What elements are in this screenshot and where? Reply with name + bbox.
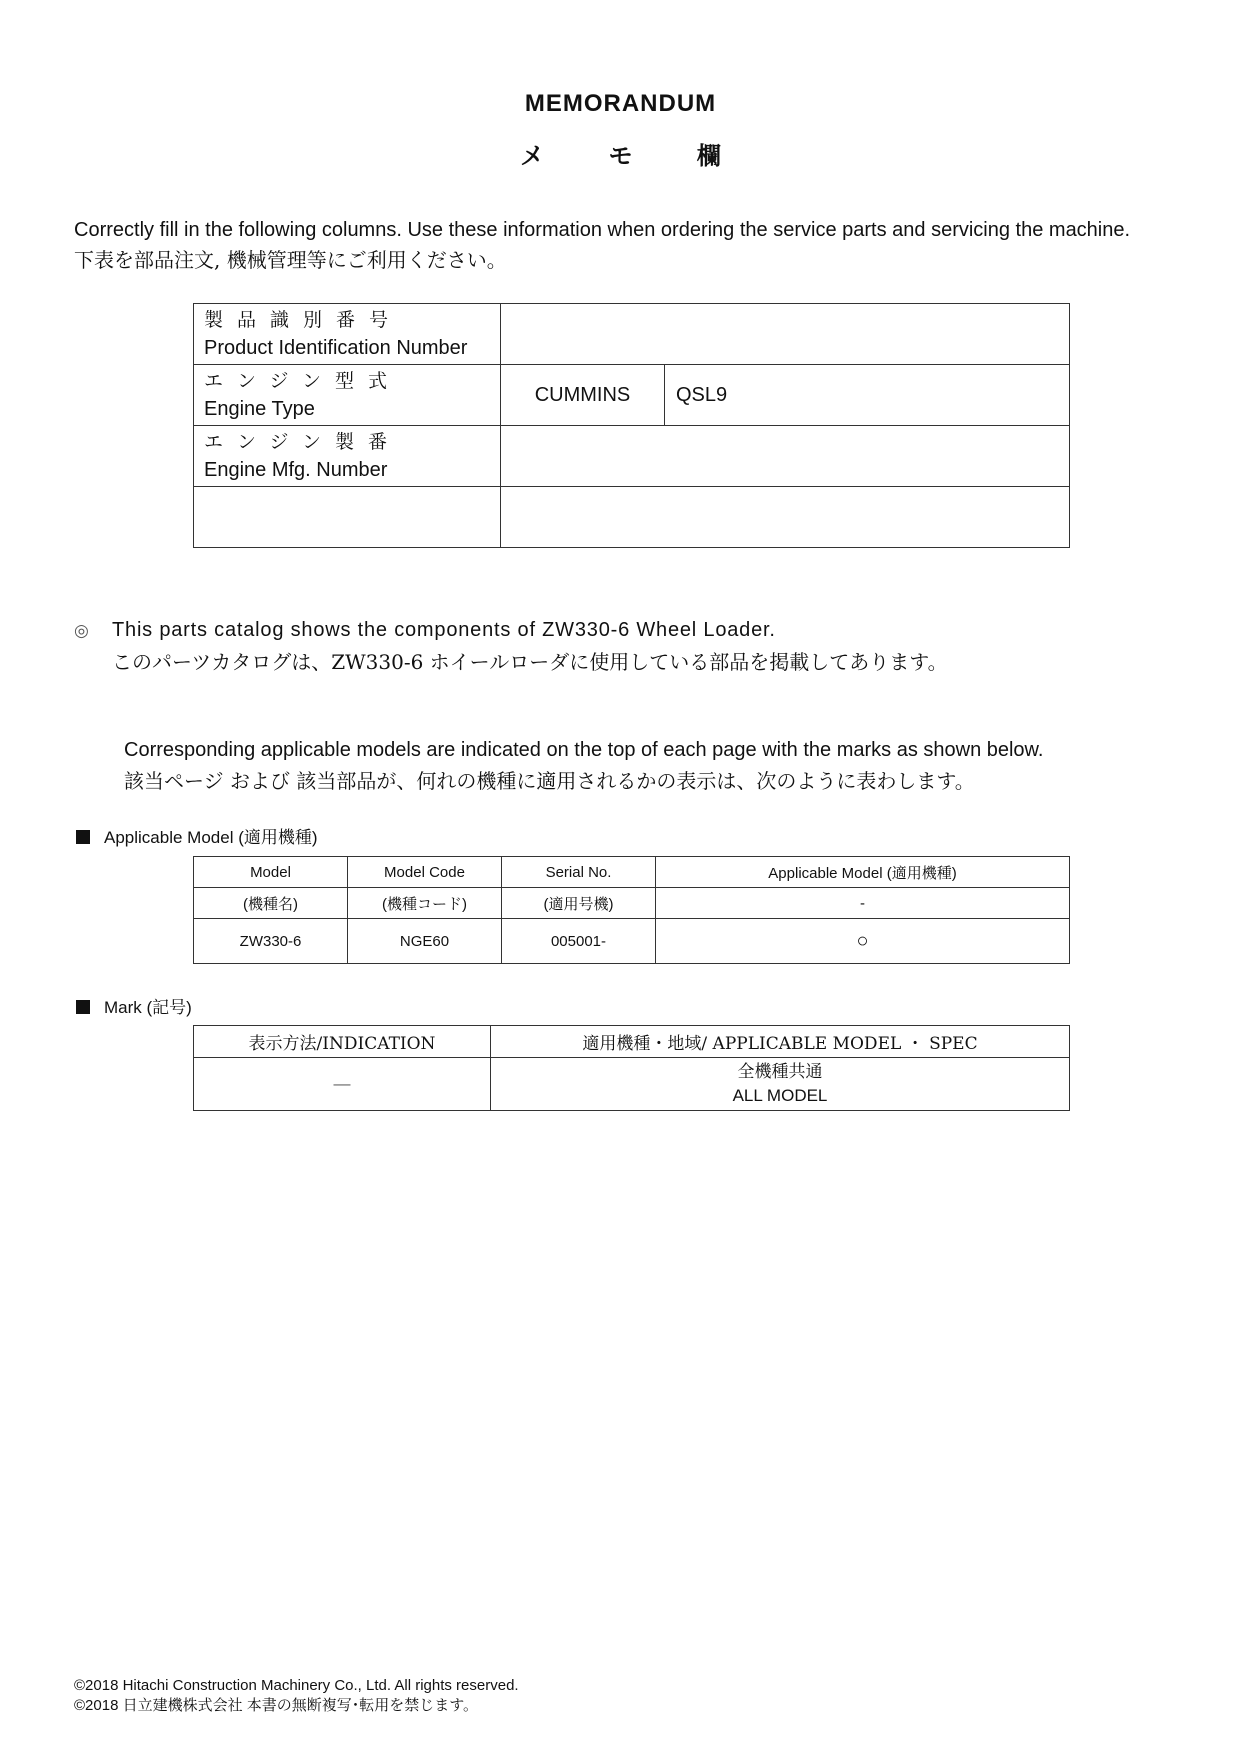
desc-jp: 全機種共通 bbox=[737, 1062, 823, 1082]
desc-en: ALL MODEL bbox=[732, 1086, 828, 1105]
col-header-applicable-sub: - bbox=[656, 888, 1070, 919]
mark-table bbox=[193, 1025, 1070, 1111]
note-jp: このパーツカタログは、ZW330-6 ホイールローダに使用している部品を掲載してあります。 bbox=[112, 650, 948, 674]
corresponding-en: Corresponding applicable models are indicated on the top of each page with the marks as shown below. bbox=[124, 739, 1044, 761]
blank-value-field[interactable] bbox=[501, 487, 1070, 548]
engine-make: CUMMINS bbox=[501, 365, 665, 426]
col-header-indication: 表示方法/INDICATION bbox=[194, 1026, 491, 1058]
col-header-serial-jp: (適用号機) bbox=[502, 888, 656, 919]
copyright-jp: ©2018 日立建機株式会社 本書の無断複写･転用を禁じます。 bbox=[74, 1697, 479, 1714]
footer-copyright bbox=[74, 1676, 519, 1716]
engine-model: QSL9 bbox=[665, 365, 1070, 426]
cell-model-code: NGE60 bbox=[348, 919, 502, 964]
double-circle-icon: ◎ bbox=[74, 621, 90, 641]
title-jp-char: メ bbox=[520, 142, 545, 170]
col-header-applicable-spec: 適用機種・地域/ APPLICABLE MODEL ・ SPEC bbox=[491, 1026, 1070, 1058]
table-row bbox=[194, 1058, 1070, 1111]
title-jp-char: モ bbox=[608, 142, 633, 170]
memo-label-en: Product Identification Number bbox=[204, 337, 468, 359]
product-id-field[interactable] bbox=[501, 304, 1070, 365]
memo-row-engine-type bbox=[194, 365, 1070, 426]
intro-jp: 下表を部品注文, 機械管理等にご利用ください。 bbox=[74, 248, 507, 272]
intro-text bbox=[74, 215, 1130, 275]
intro-en: Correctly fill in the following columns. Use these information when ordering the service parts and servicing the machine. bbox=[74, 219, 1131, 241]
cell-serial: 005001- bbox=[502, 919, 656, 964]
engine-mfg-field[interactable] bbox=[501, 426, 1070, 487]
col-header-model-code: Model Code bbox=[348, 857, 502, 888]
cell-applicable: ○ bbox=[656, 919, 1070, 964]
square-bullet-icon bbox=[76, 1000, 90, 1014]
memo-label-en: Engine Type bbox=[204, 398, 315, 420]
cell-indication: — bbox=[194, 1058, 491, 1111]
square-bullet-icon bbox=[76, 830, 90, 844]
col-header-model: Model bbox=[194, 857, 348, 888]
note-en: This parts catalog shows the components of ZW330-6 Wheel Loader. bbox=[112, 619, 776, 641]
memo-label-jp: エンジン型式 bbox=[204, 370, 402, 392]
memo-label-jp: エンジン製番 bbox=[204, 431, 402, 453]
memo-table bbox=[193, 303, 1070, 548]
table-row bbox=[194, 919, 1070, 964]
copyright-en: ©2018 Hitachi Construction Machinery Co., Ltd. All rights reserved. bbox=[74, 1677, 519, 1694]
catalog-note bbox=[74, 615, 948, 678]
cell-model: ZW330-6 bbox=[194, 919, 348, 964]
memo-row-product-id bbox=[194, 304, 1070, 365]
mark-heading: Mark (記号) bbox=[76, 993, 192, 1018]
memo-row-blank bbox=[194, 487, 1070, 548]
page-title: MEMORANDUM bbox=[524, 90, 717, 117]
col-header-applicable: Applicable Model (適用機種) bbox=[656, 857, 1070, 888]
title-jp-char: 欄 bbox=[696, 142, 721, 170]
memo-label-jp: 製品識別番号 bbox=[204, 309, 403, 331]
corresponding-jp: 該当ページ および 該当部品が、何れの機種に適用されるかの表示は、次のように表わします。 bbox=[124, 769, 975, 793]
blank-label-field[interactable] bbox=[194, 487, 501, 548]
memo-label-en: Engine Mfg. Number bbox=[204, 459, 388, 481]
col-header-model-code-jp: (機種コード) bbox=[348, 888, 502, 919]
corresponding-note bbox=[124, 735, 1043, 797]
memo-row-engine-mfg bbox=[194, 426, 1070, 487]
page-title-jp bbox=[0, 136, 1241, 171]
cell-description bbox=[491, 1058, 1070, 1111]
applicable-model-table bbox=[193, 856, 1070, 964]
col-header-model-jp: (機種名) bbox=[194, 888, 348, 919]
applicable-model-heading: Applicable Model (適用機種) bbox=[76, 823, 318, 848]
col-header-serial: Serial No. bbox=[502, 857, 656, 888]
